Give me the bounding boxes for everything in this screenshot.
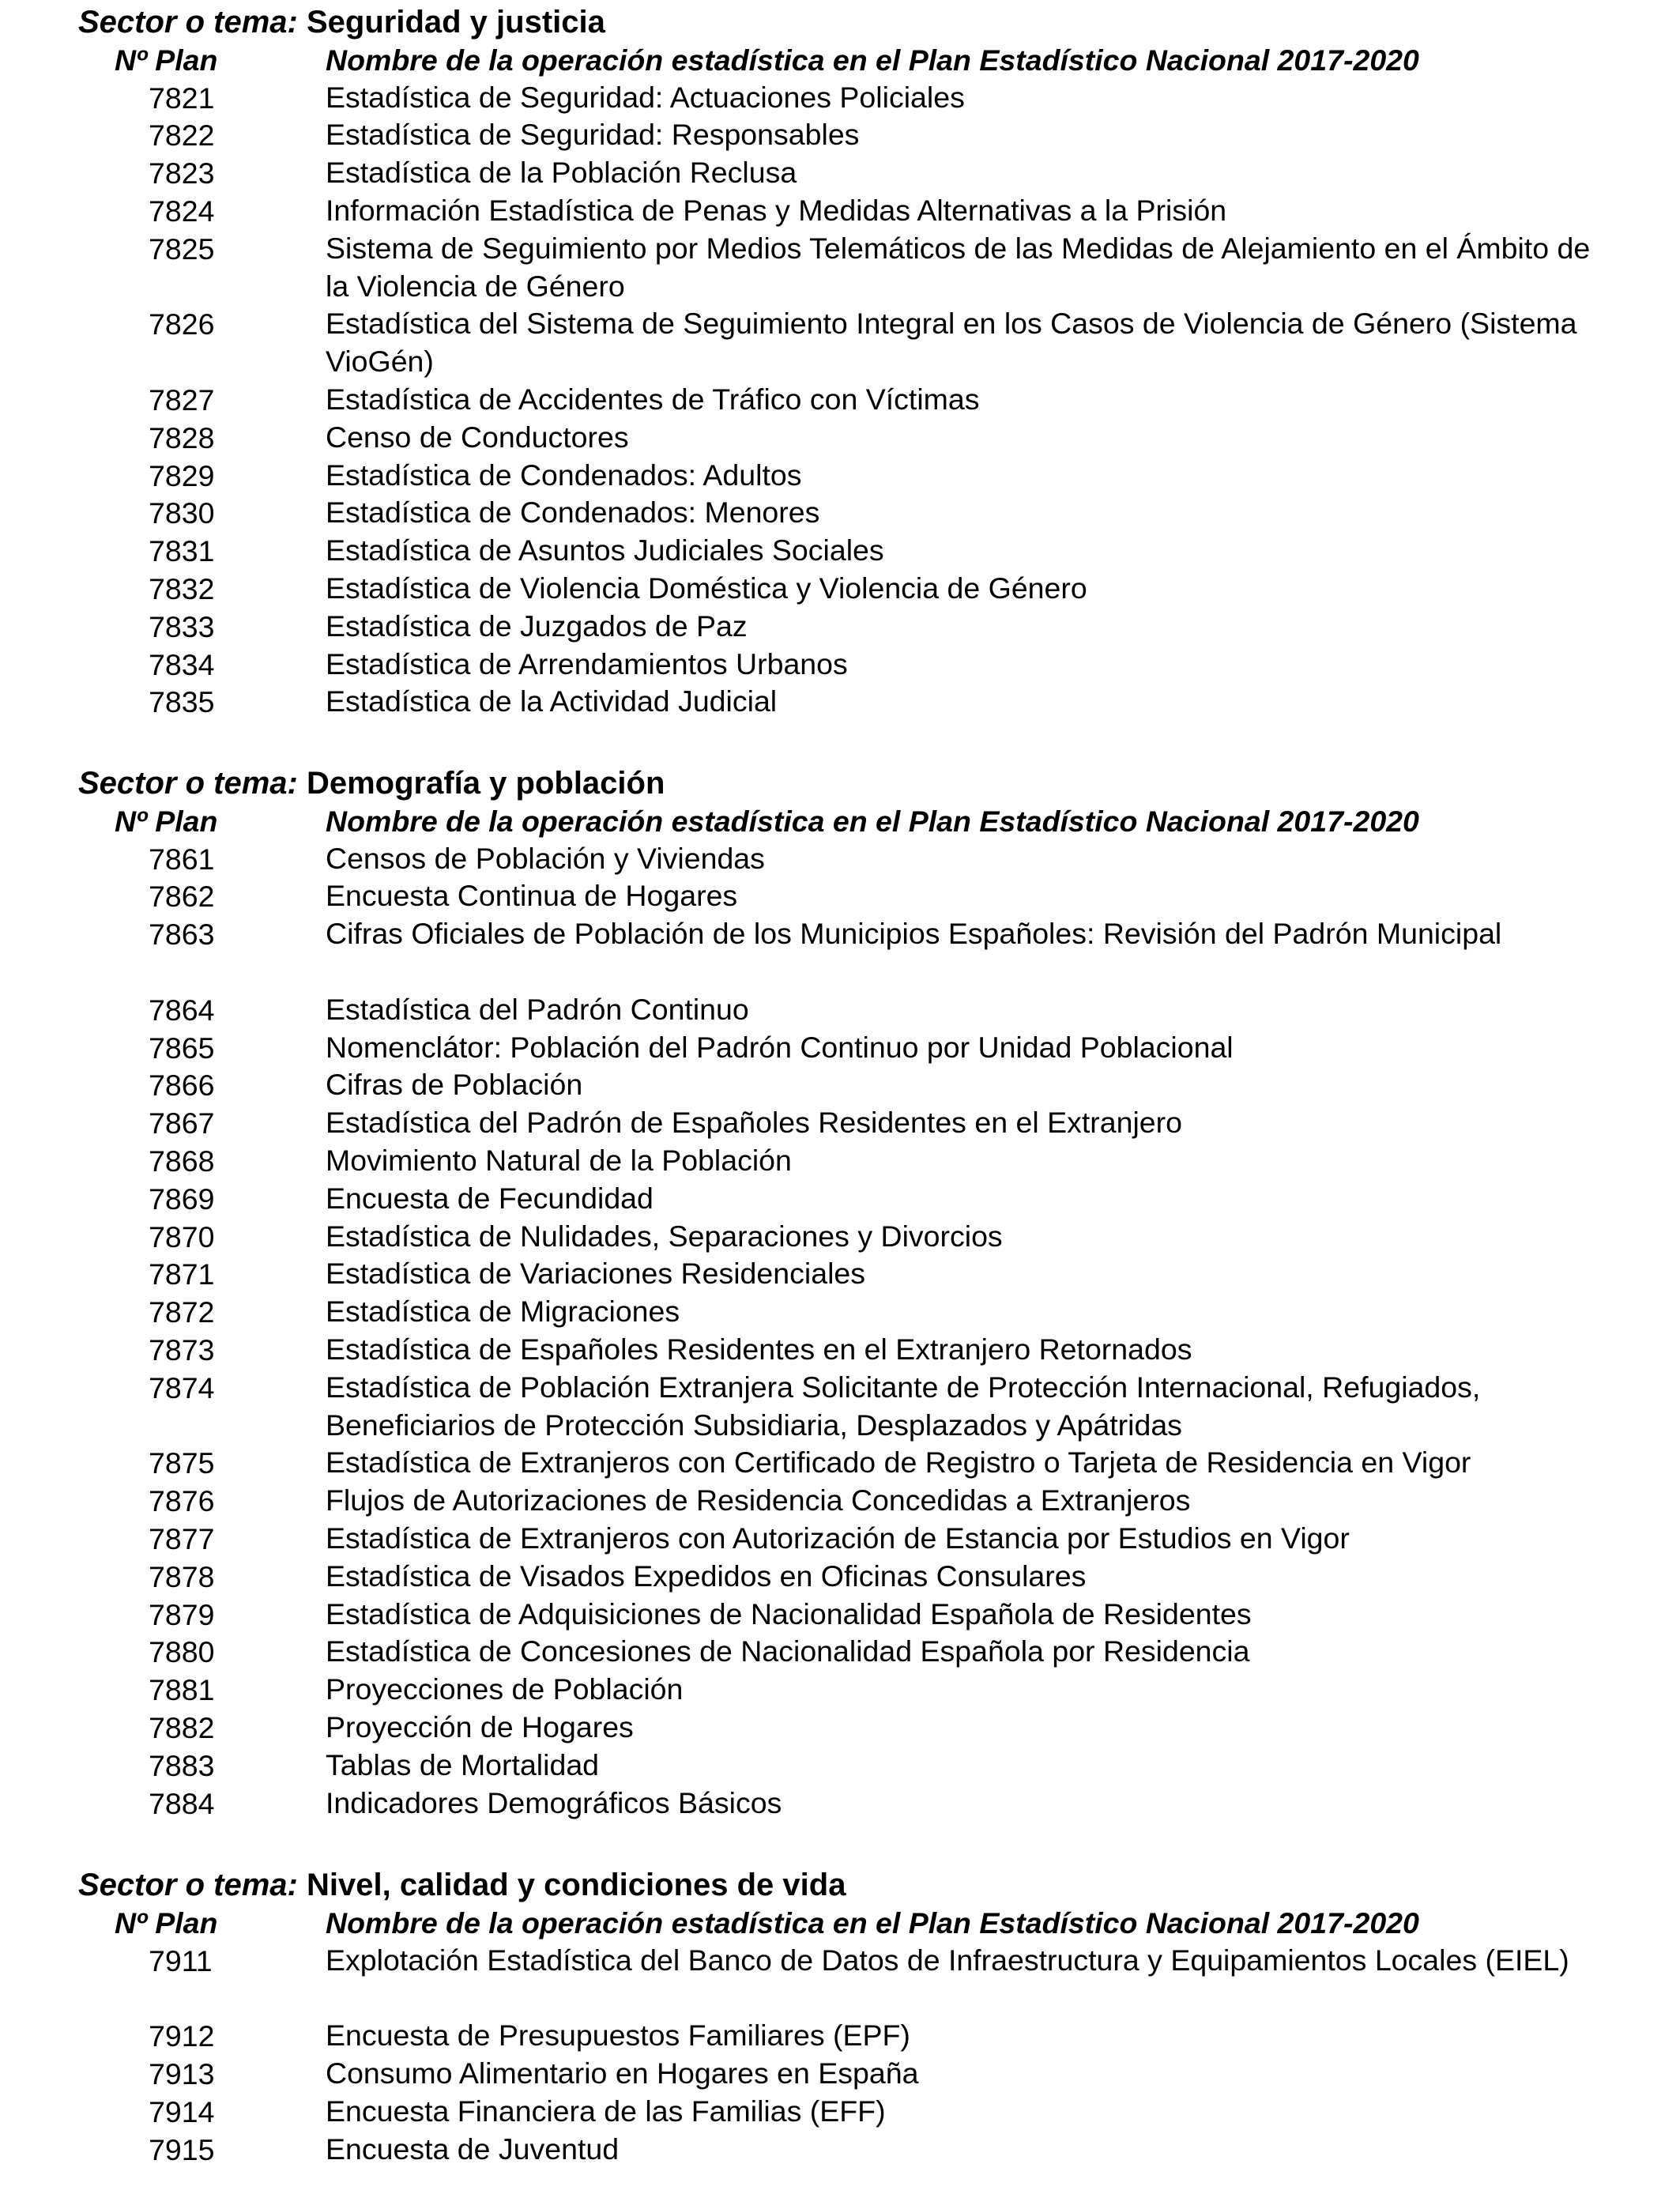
plan-number: 7882 — [149, 1711, 215, 1744]
sector-heading-label: Sector o tema: — [78, 766, 298, 801]
operation-name: Estadística de Condenados: Menores — [326, 496, 820, 530]
plan-number: 7872 — [149, 1295, 215, 1329]
plan-number: 7868 — [149, 1144, 215, 1178]
plan-number: 7827 — [149, 383, 215, 417]
operation-name: Encuesta de Fecundidad — [326, 1181, 654, 1215]
operation-name: Estadística de Extranjeros con Certificado de Registro o Tarjeta de Residencia en Vigor — [326, 1446, 1471, 1480]
plan-number: 7875 — [149, 1446, 215, 1480]
plan-number: 7915 — [149, 2132, 215, 2166]
column-header-plan: Nº Plan — [115, 43, 218, 77]
operation-name: Estadística de Españoles Residentes en el Extranjero Retornados — [326, 1333, 1192, 1366]
plan-number: 7863 — [149, 918, 215, 952]
plan-number: 7825 — [149, 232, 215, 266]
plan-number: 7912 — [149, 2019, 215, 2053]
plan-number: 7880 — [149, 1635, 215, 1669]
operation-name: Consumo Alimentario en Hogares en España — [326, 2056, 919, 2090]
plan-number: 7865 — [149, 1031, 215, 1065]
operation-name: Estadística de Variaciones Residenciales — [326, 1257, 866, 1291]
plan-number: 7826 — [149, 307, 215, 341]
plan-number: 7873 — [149, 1333, 215, 1367]
plan-number: 7832 — [149, 572, 215, 605]
operation-name: Proyección de Hogares — [326, 1710, 634, 1744]
plan-number: 7878 — [149, 1559, 215, 1593]
operation-name: Proyecciones de Población — [326, 1672, 684, 1706]
plan-number: 7828 — [149, 420, 215, 454]
sector-heading — [78, 764, 665, 802]
plan-number: 7830 — [149, 496, 215, 530]
plan-number: 7867 — [149, 1106, 215, 1140]
plan-number: 7829 — [149, 458, 215, 492]
operation-name: Nomenclátor: Población del Padrón Continuo por Unidad Poblacional — [326, 1030, 1234, 1064]
operation-name: Estadística de Nulidades, Separaciones y Divorcios — [326, 1219, 1003, 1253]
plan-number: 7870 — [149, 1220, 215, 1253]
sector-heading — [78, 1866, 846, 1904]
operation-name: Censos de Población y Viviendas — [326, 841, 765, 875]
sector-title: Seguridad y justicia — [306, 5, 605, 40]
operation-name: Censo de Conductores — [326, 420, 629, 454]
operation-name: Tablas de Mortalidad — [326, 1747, 600, 1781]
operation-name: Encuesta de Presupuestos Familiares (EPF) — [326, 2019, 910, 2053]
operation-name: Estadística de Asuntos Judiciales Sociales — [326, 533, 884, 567]
operation-name: Estadística de Seguridad: Responsables — [326, 118, 860, 152]
sector-title: Nivel, calidad y condiciones de vida — [306, 1868, 846, 1902]
operation-name: Estadística de Extranjeros con Autorización de Estancia por Estudios en Vigor — [326, 1521, 1350, 1555]
plan-number: 7869 — [149, 1182, 215, 1216]
operation-name: Encuesta Financiera de las Familias (EFF) — [326, 2094, 886, 2128]
operation-name: Estadística de Adquisiciones de Nacionalidad Española de Residentes — [326, 1596, 1252, 1630]
operation-name: Estadística de la Población Reclusa — [326, 156, 797, 190]
plan-number: 7883 — [149, 1748, 215, 1782]
plan-number: 7821 — [149, 81, 215, 115]
operation-name: Estadística de Visados Expedidos en Oficinas Consulares — [326, 1559, 1087, 1593]
plan-number: 7879 — [149, 1597, 215, 1631]
operation-name: Estadística del Padrón Continuo — [326, 992, 749, 1026]
operation-name: Estadística de la Actividad Judicial — [326, 684, 778, 718]
plan-number: 7822 — [149, 119, 215, 153]
sector-heading-label: Sector o tema: — [78, 1868, 298, 1902]
plan-number: 7914 — [149, 2094, 215, 2128]
plan-number: 7831 — [149, 534, 215, 568]
plan-number: 7833 — [149, 609, 215, 643]
operation-name: Movimiento Natural de la Población — [326, 1144, 792, 1177]
operation-name: Estadística de Seguridad: Actuaciones Policiales — [326, 80, 965, 114]
operation-name: Cifras de Población — [326, 1068, 583, 1102]
plan-number: 7884 — [149, 1786, 215, 1820]
plan-number: 7861 — [149, 842, 215, 876]
plan-number: 7823 — [149, 156, 215, 190]
plan-number: 7824 — [149, 194, 215, 228]
plan-number: 7874 — [149, 1370, 215, 1404]
operation-name: Estadística de Violencia Doméstica y Violencia de Género — [326, 571, 1087, 605]
plan-number: 7876 — [149, 1484, 215, 1518]
plan-number: 7911 — [149, 1943, 213, 1977]
operation-name: Explotación Estadística del Banco de Datos de Infraestructura y Equipamientos Locales (EIEL) — [326, 1943, 1569, 1977]
column-header-name: Nombre de la operación estadística en el Plan Estadístico Nacional 2017-2020 — [326, 1906, 1419, 1940]
sector-heading — [78, 3, 605, 41]
plan-number: 7913 — [149, 2057, 215, 2090]
operation-name: Indicadores Demográficos Básicos — [326, 1785, 782, 1819]
operation-name: Estadística de Población Extranjera Solicitante de Protección Internacional, Refugiados, Beneficiarios de Protección Subsidiaria, Desplazados y Apátridas — [326, 1370, 1481, 1442]
operation-name: Flujos de Autorizaciones de Residencia Concedidas a Extranjeros — [326, 1483, 1191, 1517]
operation-name: Estadística de Migraciones — [326, 1295, 680, 1329]
operation-name: Encuesta de Juventud — [326, 2132, 620, 2166]
plan-number: 7871 — [149, 1257, 215, 1291]
sector-title: Demografía y población — [306, 766, 665, 801]
plan-number: 7835 — [149, 685, 215, 719]
column-header-plan: Nº Plan — [115, 804, 218, 838]
operation-name: Estadística de Accidentes de Tráfico con Víctimas — [326, 383, 980, 416]
operation-name: Encuesta Continua de Hogares — [326, 879, 738, 913]
plan-number: 7862 — [149, 880, 215, 914]
plan-number: 7881 — [149, 1673, 215, 1707]
operation-name: Estadística del Padrón de Españoles Residentes en el Extranjero — [326, 1106, 1182, 1140]
operation-name: Estadística del Sistema de Seguimiento Integral en los Casos de Violencia de Género (Sistema VioGén) — [326, 307, 1577, 379]
operation-name: Información Estadística de Penas y Medidas Alternativas a la Prisión — [326, 194, 1227, 227]
plan-number: 7866 — [149, 1069, 215, 1103]
operation-name: Estadística de Juzgados de Paz — [326, 609, 748, 643]
operation-name: Estadística de Arrendamientos Urbanos — [326, 647, 848, 680]
operation-name: Estadística de Concesiones de Nacionalidad Española por Residencia — [326, 1634, 1250, 1668]
plan-number: 7877 — [149, 1522, 215, 1555]
operation-name: Sistema de Seguimiento por Medios Telemáticos de las Medidas de Alejamiento en el Ámbito de la Violencia de Género — [326, 231, 1591, 303]
plan-number: 7864 — [149, 993, 215, 1027]
sector-heading-label: Sector o tema: — [78, 5, 298, 40]
column-header-name: Nombre de la operación estadística en el Plan Estadístico Nacional 2017-2020 — [326, 43, 1419, 77]
column-header-name: Nombre de la operación estadística en el Plan Estadístico Nacional 2017-2020 — [326, 804, 1419, 838]
operation-name: Estadística de Condenados: Adultos — [326, 458, 802, 492]
plan-number: 7834 — [149, 647, 215, 681]
column-header-plan: Nº Plan — [115, 1906, 218, 1940]
operation-name: Cifras Oficiales de Población de los Municipios Españoles: Revisión del Padrón Municipal — [326, 917, 1502, 951]
